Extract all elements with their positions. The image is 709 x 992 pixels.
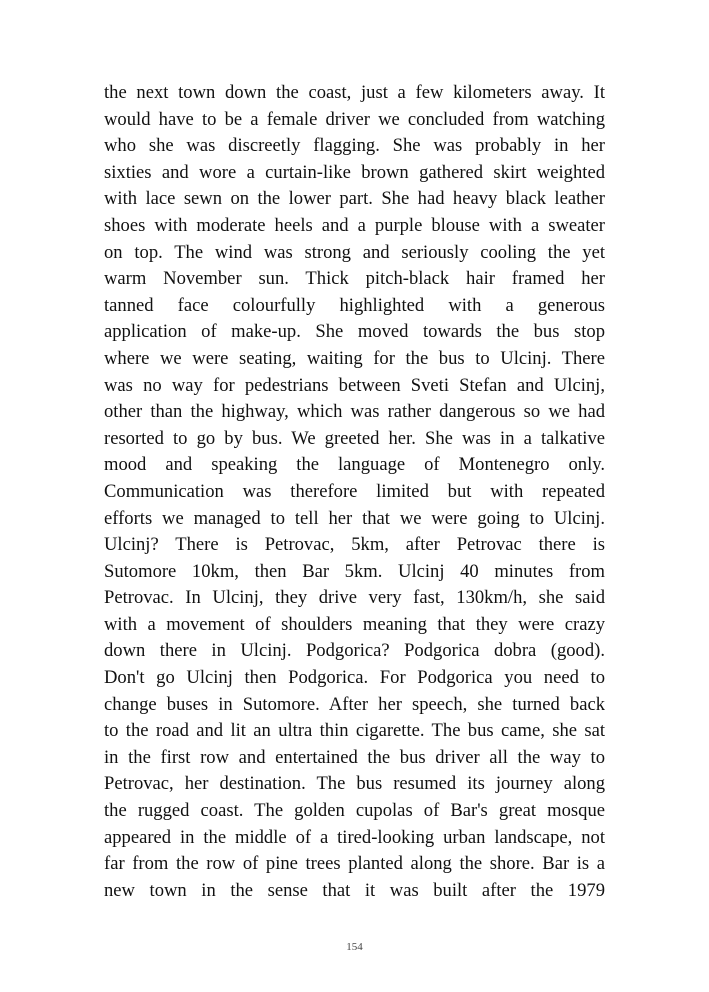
text-line: Don't go Ulcinj then Podgorica. For Podgorica you need to xyxy=(104,667,605,689)
text-line: resorted to go by bus. We greeted her. She was in a talkative xyxy=(104,427,605,449)
text-line: efforts we managed to tell her that we were going to Ulcinj. xyxy=(104,507,605,529)
text-line: on top. The wind was strong and seriously cooling the yet xyxy=(104,241,605,263)
text-line: sixties and wore a curtain-like brown gathered skirt weighted xyxy=(104,161,605,183)
text-line: down there in Ulcinj. Podgorica? Podgorica dobra (good). xyxy=(104,640,605,662)
text-line: Petrovac. In Ulcinj, they drive very fast, 130km/h, she said xyxy=(104,587,605,609)
text-line: Ulcinj? There is Petrovac, 5km, after Petrovac there is xyxy=(104,534,605,556)
text-line: with a movement of shoulders meaning that they were crazy xyxy=(104,613,605,635)
text-line: change buses in Sutomore. After her speech, she turned back xyxy=(104,693,605,715)
text-line: was no way for pedestrians between Sveti Stefan and Ulcinj, xyxy=(104,374,605,396)
text-line: mood and speaking the language of Montenegro only. xyxy=(104,454,605,476)
text-line: far from the row of pine trees planted along the shore. Bar is a xyxy=(104,853,605,875)
text-line: tanned face colourfully highlighted with a generous xyxy=(104,294,605,316)
page-number: 154 xyxy=(346,941,363,953)
text-line: in the first row and entertained the bus driver all the way to xyxy=(104,746,605,768)
text-line: Communication was therefore limited but with repeated xyxy=(104,480,605,502)
text-line: the next town down the coast, just a few kilometers away. It xyxy=(104,82,605,103)
text-line: who she was discreetly flagging. She was probably in her xyxy=(104,135,605,157)
text-line: shoes with moderate heels and a purple blouse with a sweater xyxy=(104,214,605,236)
text-line: the rugged coast. The golden cupolas of Bar's great mosque xyxy=(104,800,605,822)
text-line: Sutomore 10km, then Bar 5km. Ulcinj 40 minutes from xyxy=(104,560,605,582)
text-line: Petrovac, her destination. The bus resumed its journey along xyxy=(104,773,605,795)
text-line: application of make-up. She moved towards the bus stop xyxy=(104,321,605,343)
text-line: warm November sun. Thick pitch-black hair framed her xyxy=(104,268,605,290)
text-line: other than the highway, which was rather dangerous so we had xyxy=(104,401,605,423)
text-line: to the road and lit an ultra thin cigarette. The bus came, she sat xyxy=(104,720,605,742)
text-line: with lace sewn on the lower part. She had heavy black leather xyxy=(104,188,605,210)
text-line: appeared in the middle of a tired-looking urban landscape, not xyxy=(104,826,605,848)
text-line: where we were seating, waiting for the bus to Ulcinj. There xyxy=(104,347,605,369)
body-text xyxy=(104,80,605,904)
text-line: new town in the sense that it was built after the 1979 xyxy=(104,879,605,901)
text-line: would have to be a female driver we concluded from watching xyxy=(104,108,605,130)
